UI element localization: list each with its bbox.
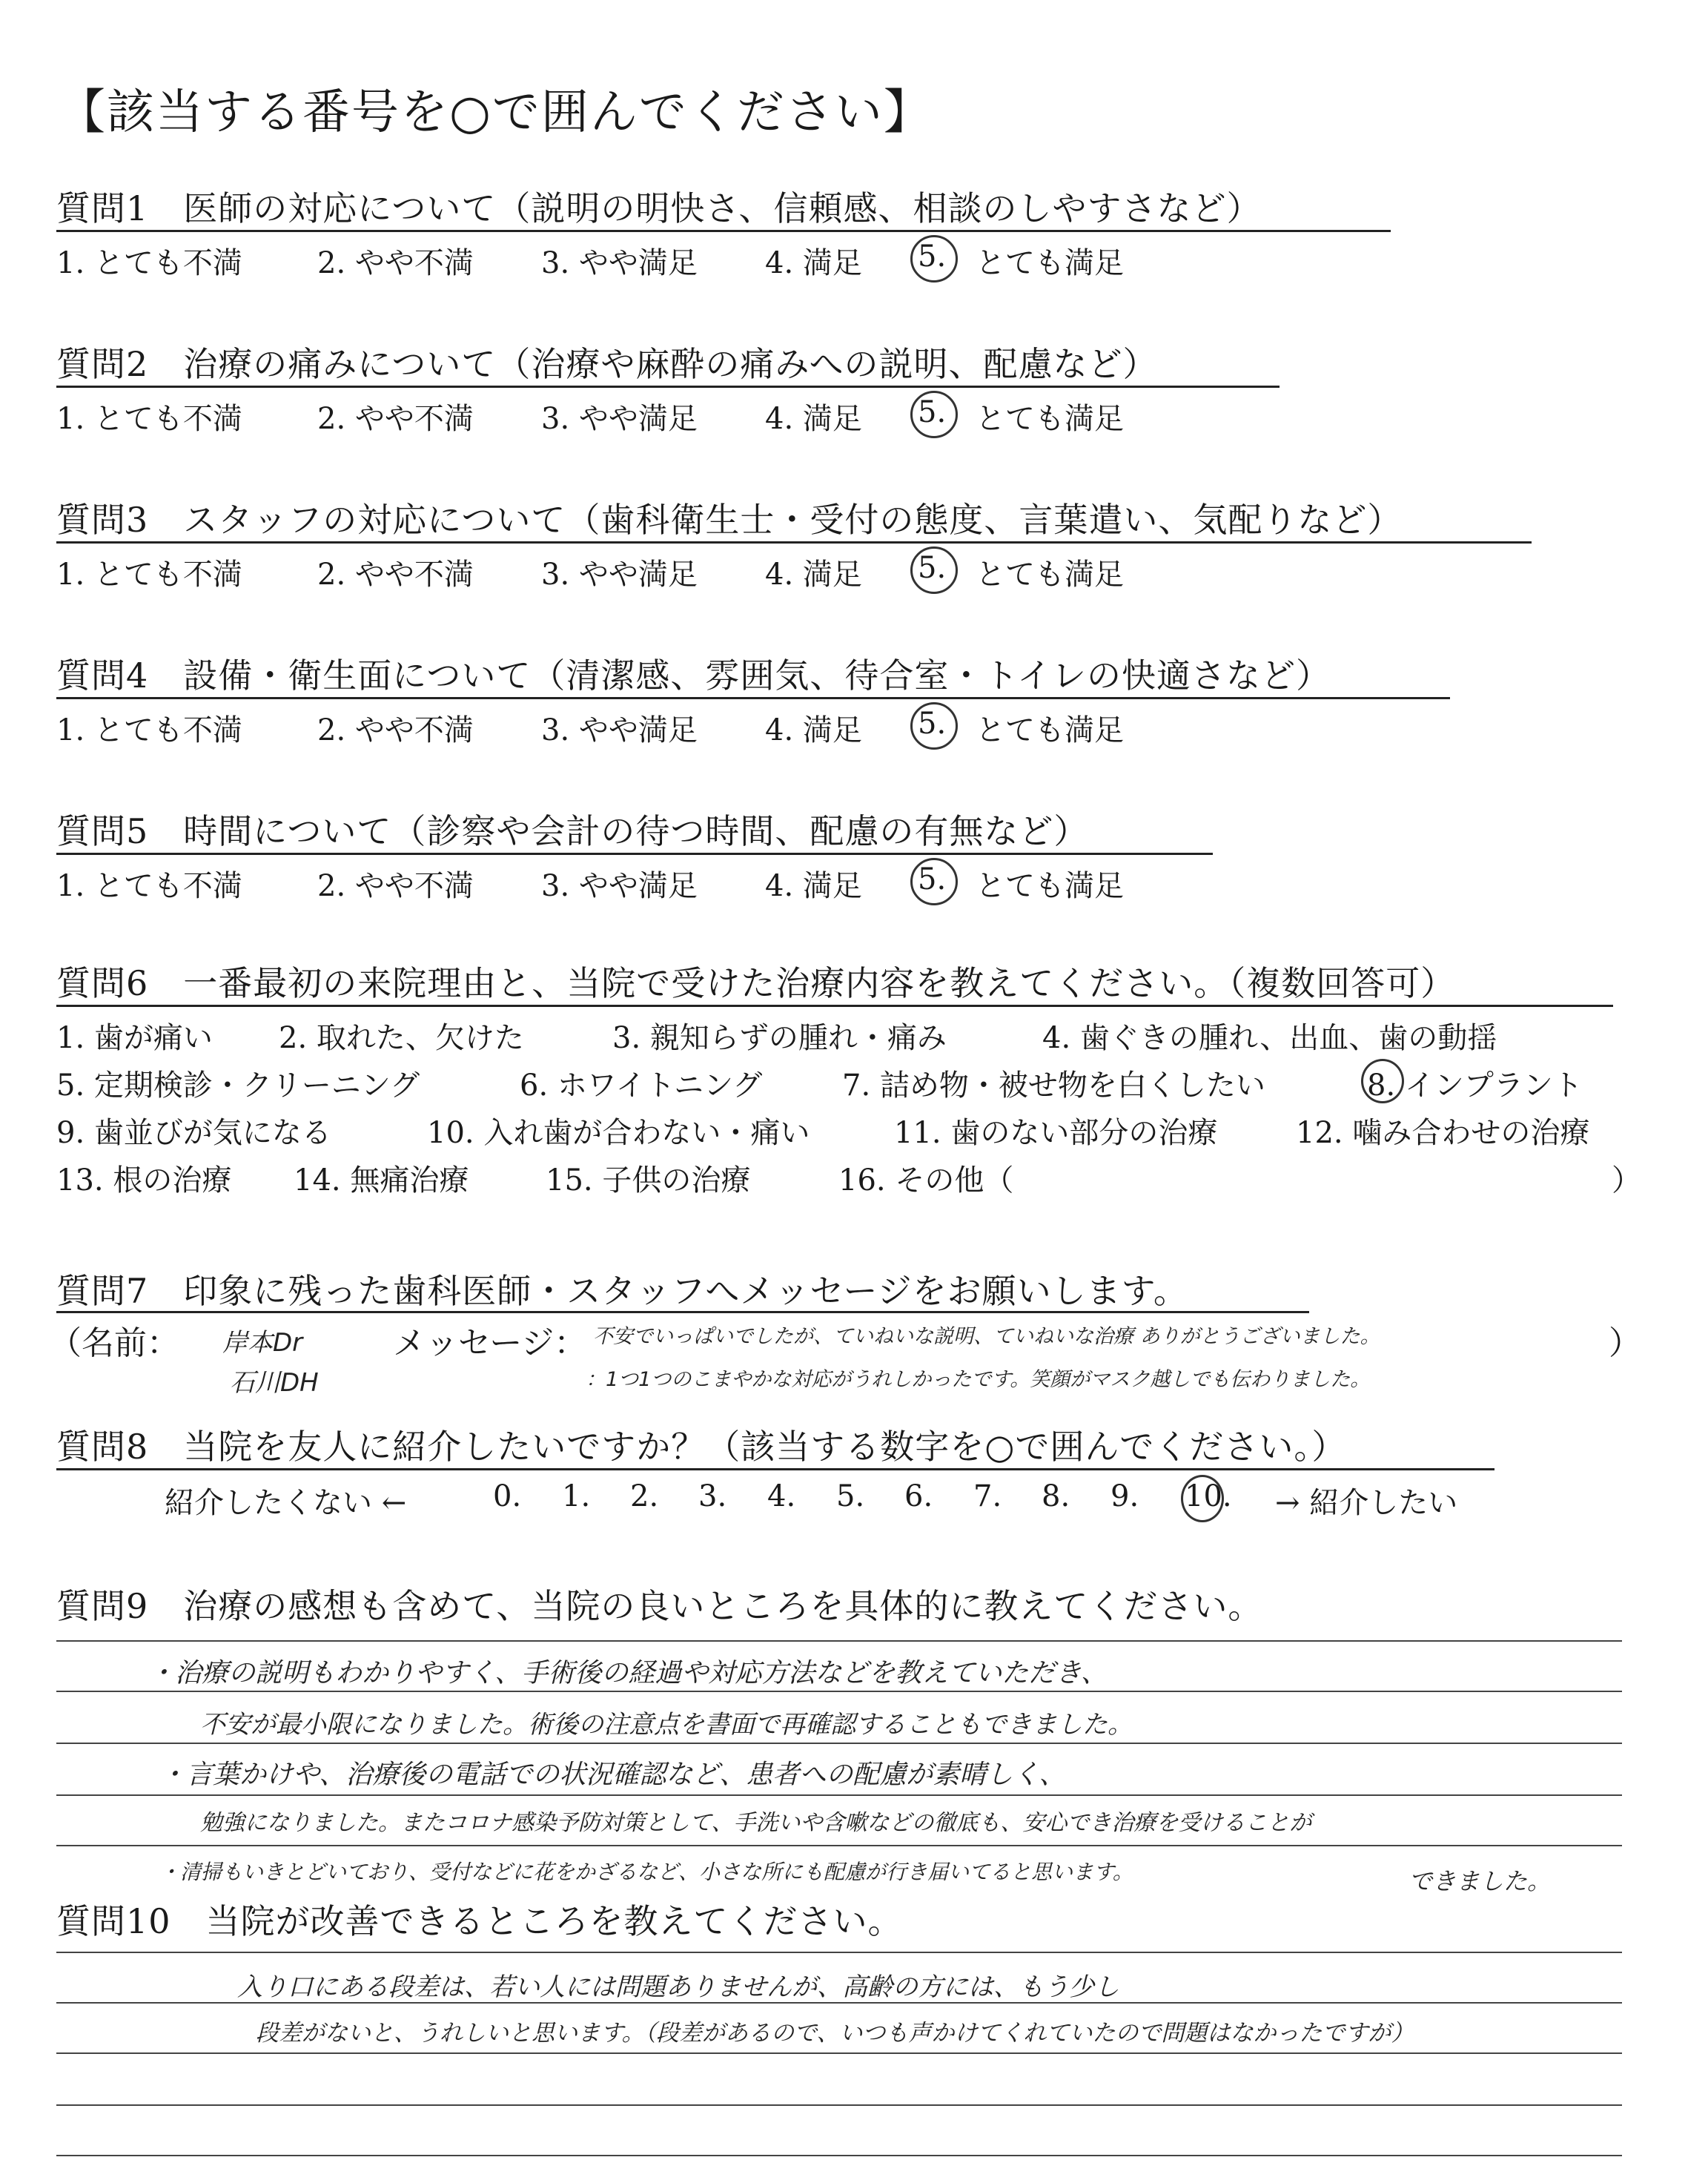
answer-line [56, 2155, 1622, 2156]
option-1[interactable]: 1. とても不満 [56, 402, 242, 436]
q9-answer-line-6: できました。 [1409, 1867, 1552, 1895]
question-underline [56, 1005, 1613, 1007]
scale-left-label: 紹介したくない ← [165, 1486, 407, 1520]
selected-circle [910, 235, 958, 283]
option-2[interactable]: 2. やや不満 [317, 869, 474, 903]
q6-row-4 [56, 1157, 1650, 1198]
question-text: 医師の対応について（説明の明快さ、信頼感、相談のしやすさなど） [183, 188, 1262, 228]
question-text: 治療の痛みについて（治療や麻酔の痛みへの説明、配慮など） [183, 344, 1158, 384]
question-text: 当院を友人に紹介したいですか？（該当する数字を○で囲んでください。） [183, 1427, 1347, 1467]
q9-answer-line-3: ・言葉かけや、治療後の電話での状況確認など、患者への配慮が素晴しく、 [159, 1760, 1066, 1790]
option-5[interactable]: 5. [918, 862, 947, 896]
q6-row-1 [56, 1014, 1650, 1055]
staff-name-1: 岸本Dr [222, 1328, 303, 1358]
staff-message-1: 不安でいっぱいでしたが、ていねいな説明、ていねいな治療 ありがとうございました。 [593, 1325, 1380, 1348]
question-text: 印象に残った歯科医師・スタッフへメッセージをお願いします。 [183, 1271, 1188, 1311]
scale-10[interactable]: 10. [1185, 1479, 1232, 1513]
reason-16[interactable]: 16. その他（ [838, 1163, 1014, 1198]
answer-line [56, 1952, 1622, 1953]
option-3[interactable]: 3. やや満足 [541, 713, 698, 747]
question-number: 質問2 [56, 344, 149, 384]
reason-10[interactable]: 10. 入れ歯が合わない・痛い [427, 1116, 810, 1150]
question-underline [56, 541, 1532, 544]
option-3[interactable]: 3. やや満足 [541, 246, 698, 280]
q8-scale [0, 1479, 1708, 1520]
question-9 [56, 1579, 1262, 1628]
scale-6[interactable]: 6. [904, 1479, 933, 1513]
selected-circle [910, 858, 958, 905]
q9-answer-line-5: ・清掃もいきとどいており、受付などに花をかざるなど、小さな所にも配慮が行き届いてると思います。 [159, 1860, 1133, 1884]
q6-row-3 [56, 1109, 1650, 1150]
option-2[interactable]: 2. やや不満 [317, 713, 474, 747]
question-text: 時間について（診察や会計の待つ時間、配慮の有無など） [183, 811, 1089, 851]
option-2[interactable]: 2. やや不満 [317, 402, 474, 436]
selected-circle [910, 702, 958, 750]
answer-line [56, 1845, 1622, 1846]
reason-9[interactable]: 9. 歯並びが気になる [56, 1116, 331, 1150]
option-2[interactable]: 2. やや不満 [317, 558, 474, 592]
answer-line [56, 2052, 1622, 2054]
reason-11[interactable]: 11. 歯のない部分の治療 [894, 1116, 1218, 1150]
selected-circle [1361, 1059, 1404, 1103]
scale-0[interactable]: 0. [493, 1479, 522, 1513]
reason-8[interactable]: 8. インプラント [1367, 1069, 1583, 1103]
question-underline [56, 1311, 1309, 1313]
scale-5[interactable]: 5. [836, 1479, 865, 1513]
reason-6[interactable]: 6. ホワイトニング [520, 1069, 763, 1103]
reason-12[interactable]: 12. 噛み合わせの治療 [1296, 1116, 1590, 1150]
option-3[interactable]: 3. やや満足 [541, 402, 698, 436]
question-1 [56, 182, 1262, 231]
q10-answer-line-2: 段差がないと、うれしいと思います。（段差があるので、いつも声かけてくれていたので問題はなかったですが） [256, 2020, 1414, 2047]
option-1[interactable]: 1. とても不満 [56, 246, 242, 280]
option-4[interactable]: 4. 満足 [765, 869, 862, 903]
q3-options [56, 551, 1242, 592]
option-3[interactable]: 3. やや満足 [541, 869, 698, 903]
option-5[interactable]: 5. [918, 240, 947, 274]
option-5[interactable]: 5. [918, 707, 947, 741]
option-4[interactable]: 4. 満足 [765, 713, 862, 747]
question-underline [56, 1468, 1494, 1470]
option-4[interactable]: 4. 満足 [765, 402, 862, 436]
question-2 [56, 337, 1157, 386]
staff-name-2: 石川DH [230, 1368, 319, 1398]
option-5-label: とても満足 [976, 713, 1124, 747]
scale-right-label: → 紹介したい [1275, 1486, 1458, 1520]
answer-line [56, 1640, 1622, 1642]
scale-3[interactable]: 3. [698, 1479, 727, 1513]
option-4[interactable]: 4. 満足 [765, 558, 862, 592]
question-text: 一番最初の来院理由と、当院で受けた治療内容を教えてください。（複数回答可） [183, 963, 1456, 1003]
selected-circle [910, 546, 958, 594]
name-close-paren: ） [1609, 1324, 1641, 1362]
option-1[interactable]: 1. とても不満 [56, 869, 242, 903]
selected-circle [910, 391, 958, 438]
scale-2[interactable]: 2. [630, 1479, 659, 1513]
question-number: 質問5 [56, 811, 149, 851]
name-label: （名前： [49, 1324, 179, 1362]
option-5[interactable]: 5. [918, 551, 947, 585]
question-text: 当院が改善できるところを教えてください。 [205, 1901, 903, 1941]
question-text: スタッフの対応について（歯科衛生士・受付の態度、言葉遣い、気配りなど） [183, 500, 1403, 540]
option-2[interactable]: 2. やや不満 [317, 246, 474, 280]
question-10 [56, 1895, 903, 1943]
scale-7[interactable]: 7. [973, 1479, 1002, 1513]
question-3 [56, 493, 1402, 542]
question-number: 質問8 [56, 1427, 149, 1467]
question-text: 設備・衛生面について（清潔感、雰囲気、待合室・トイレの快適さなど） [183, 655, 1331, 696]
question-number: 質問1 [56, 188, 149, 228]
q9-answer-line-1: ・治療の説明もわかりやすく、手術後の経過や対応方法などを教えていただき、 [148, 1658, 1108, 1688]
question-text: 治療の感想も含めて、当院の良いところを具体的に教えてください。 [183, 1586, 1263, 1626]
question-number: 質問7 [56, 1271, 149, 1311]
option-3[interactable]: 3. やや満足 [541, 558, 698, 592]
q5-options [56, 862, 1242, 903]
question-underline [56, 853, 1213, 855]
question-number: 質問3 [56, 500, 149, 540]
q6-row-2 [56, 1062, 1650, 1103]
scale-8[interactable]: 8. [1042, 1479, 1070, 1513]
scale-9[interactable]: 9. [1110, 1479, 1139, 1513]
reason-1[interactable]: 1. 歯が痛い [56, 1021, 213, 1055]
reason-16-close: ） [1612, 1163, 1641, 1198]
question-underline [56, 386, 1280, 388]
message-label: メッセージ： [393, 1324, 587, 1362]
question-6 [56, 957, 1455, 1005]
question-8 [56, 1420, 1346, 1469]
question-5 [56, 805, 1088, 853]
question-number: 質問4 [56, 655, 149, 696]
option-5-label: とても満足 [976, 246, 1124, 280]
option-5[interactable]: 5. [918, 395, 947, 429]
q10-answer-line-1: 入り口にある段差は、若い人には問題ありませんが、高齢の方には、もう少し [237, 1972, 1119, 2002]
option-1[interactable]: 1. とても不満 [56, 558, 242, 592]
question-4 [56, 649, 1331, 698]
option-1[interactable]: 1. とても不満 [56, 713, 242, 747]
question-7 [56, 1264, 1188, 1313]
reason-14[interactable]: 14. 無痛治療 [294, 1163, 469, 1198]
question-number: 質問9 [56, 1586, 149, 1626]
answer-line [56, 1794, 1622, 1796]
reason-15[interactable]: 15. 子供の治療 [546, 1163, 751, 1198]
reason-4[interactable]: 4. 歯ぐきの腫れ、出血、歯の動揺 [1042, 1021, 1497, 1055]
question-number: 質問10 [56, 1901, 171, 1941]
selected-circle [1181, 1475, 1224, 1522]
reason-3[interactable]: 3. 親知らずの腫れ・痛み [612, 1021, 947, 1055]
question-underline [56, 697, 1450, 699]
question-underline [56, 230, 1391, 232]
reason-2[interactable]: 2. 取れた、欠けた [279, 1021, 524, 1055]
option-5-label: とても満足 [976, 869, 1124, 903]
q4-options [56, 707, 1242, 747]
reason-5[interactable]: 5. 定期検診・クリーニング [56, 1069, 420, 1103]
option-5-label: とても満足 [976, 558, 1124, 592]
option-5-label: とても満足 [976, 402, 1124, 436]
page-title: 【該当する番号を○で囲んでください】 [58, 85, 933, 140]
reason-7[interactable]: 7. 詰め物・被せ物を白くしたい [842, 1069, 1265, 1103]
reason-13[interactable]: 13. 根の治療 [56, 1163, 232, 1198]
answer-line [56, 1691, 1622, 1692]
answer-line [56, 1743, 1622, 1744]
answer-line [56, 2002, 1622, 2004]
option-4[interactable]: 4. 満足 [765, 246, 862, 280]
q9-answer-line-4: 勉強になりました。またコロナ感染予防対策として、手洗いや含嗽などの徹底も、安心でき治療を受けることが [200, 1810, 1312, 1836]
staff-message-2: ：1つ1つのこまやかな対応がうれしかったです。笑顔がマスク越しでも伝わりました。 [586, 1368, 1371, 1391]
scale-4[interactable]: 4. [767, 1479, 796, 1513]
q9-answer-line-2: 不安が最小限になりました。術後の注意点を書面で再確認することもできました。 [200, 1710, 1133, 1740]
question-number: 質問6 [56, 963, 149, 1003]
scale-1[interactable]: 1. [562, 1479, 591, 1513]
q2-options [56, 395, 1242, 436]
answer-line [56, 2104, 1622, 2106]
q1-options [56, 240, 1242, 280]
